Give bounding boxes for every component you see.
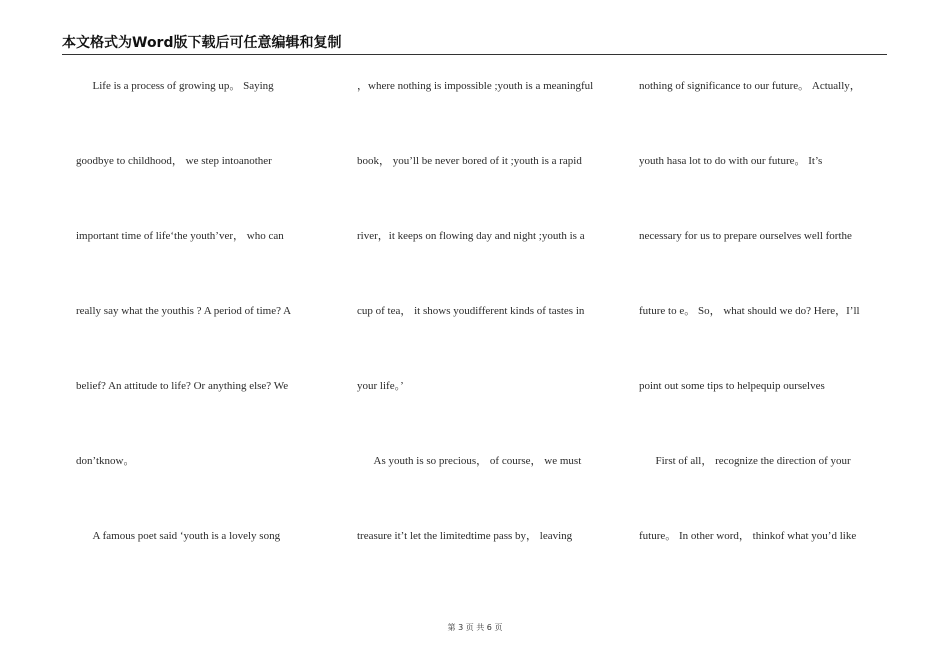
page-header <box>62 34 887 55</box>
text-line: ，where nothing is impossible ;youth is a meaningful <box>357 80 594 92</box>
text-line: A famous poet said ‘youth is a lovely song <box>76 530 281 542</box>
text-line: necessary for us to prepare ourselves well forthe <box>639 230 852 242</box>
text-line: First of all， recognize the direction of your <box>639 455 851 467</box>
text-line: river，it keeps on flowing day and night ;youth is a <box>357 230 585 242</box>
text-line: goodbye to childhood， we step intoanother <box>76 155 272 167</box>
text-line: future。 In other word， thinkof what you’d like <box>639 530 857 542</box>
text-line: As youth is so precious， of course， we must <box>357 455 582 467</box>
text-line: future to e。 So， what should we do? Here，I’ll <box>639 305 860 317</box>
text-line: important time of life‘the youth’ver， who can <box>76 230 284 242</box>
text-column-2 <box>357 78 607 603</box>
text-line: book， you’ll be never bored of it ;youth is a rapid <box>357 155 582 167</box>
text-line: cup of tea， it shows youdifferent kinds of tastes in <box>357 305 585 317</box>
text-column-1 <box>76 78 326 603</box>
text-line: really say what the youthis ? A period of time? A <box>76 305 292 317</box>
text-line: Life is a process of growing up。 Saying <box>76 80 274 92</box>
text-line: youth hasa lot to do with our future。 It’s <box>639 155 823 167</box>
text-column-3 <box>639 78 889 603</box>
text-line: belief? An attitude to life? Or anything else? We <box>76 380 289 392</box>
text-line: nothing of significance to our future。 Actually， <box>639 80 861 92</box>
text-line: treasure it’t let the limitedtime pass by， leaving <box>357 530 573 542</box>
text-line: your life。’ <box>357 380 404 392</box>
text-line: don’tknow。 <box>76 455 135 467</box>
document-title: 本文格式为Word版下载后可任意编辑和复制 <box>62 35 342 51</box>
page-number: 第 3 页 共 6 页 <box>447 623 503 632</box>
text-line: point out some tips to helpequip ourselves <box>639 380 825 392</box>
